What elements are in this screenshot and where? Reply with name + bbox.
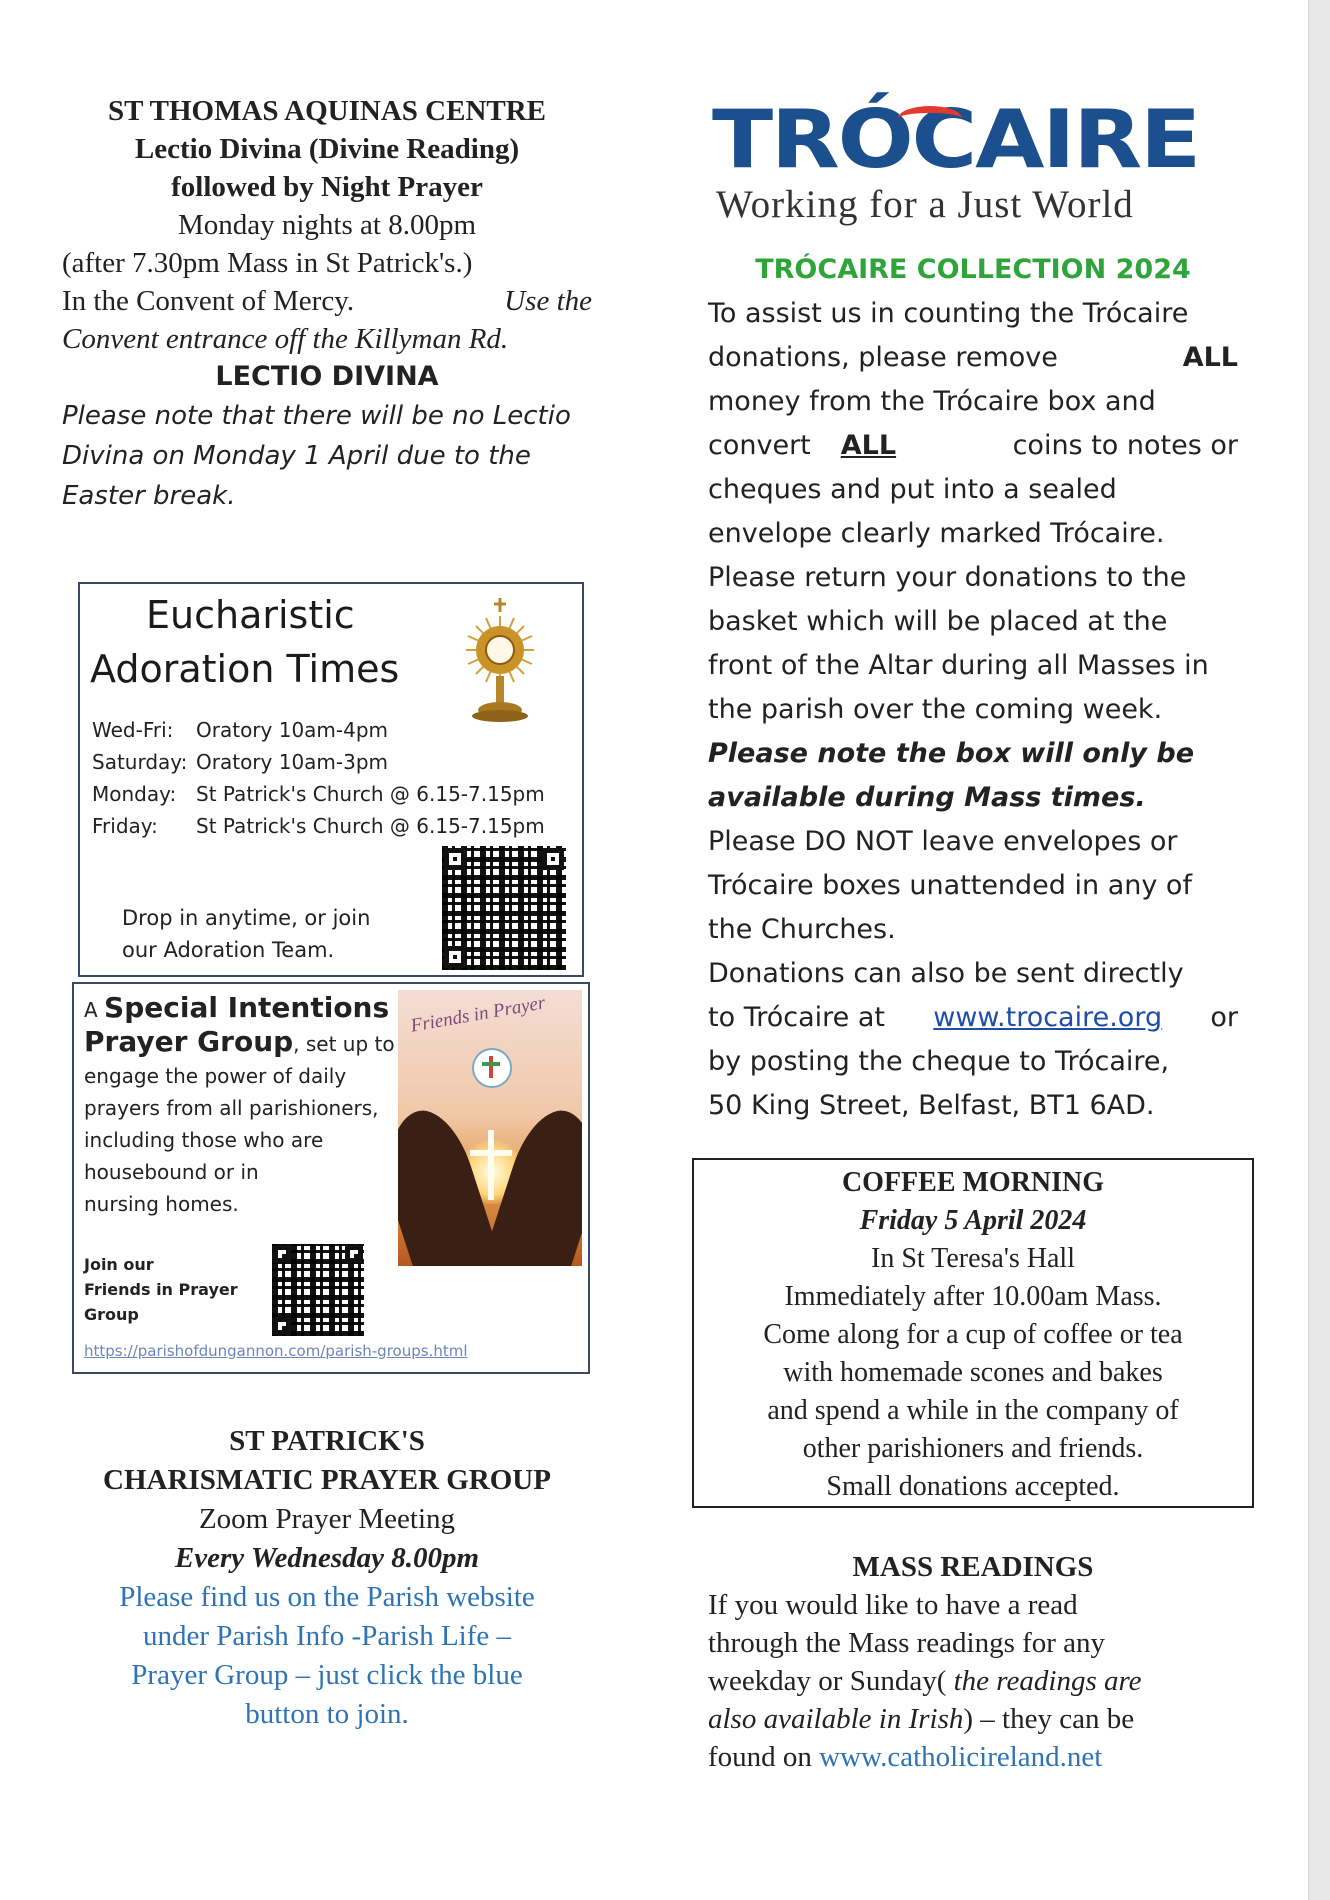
charismatic-zoom: Zoom Prayer Meeting: [198, 1503, 456, 1535]
charismatic-website-note[interactable]: Please find us on the Parish website under Parish Info -Parish Life – Prayer Group – just click the blue button to join.: [119, 1581, 535, 1730]
adoration-drop-in: Drop in anytime, or join our Adoration Team.: [122, 906, 371, 962]
trocaire-box-note: Please note the box will only be: [708, 738, 1195, 769]
intentions-qr-code[interactable]: [272, 1244, 364, 1336]
aquinas-use-the: Use the: [504, 285, 592, 317]
coffee-line: In St Teresa's Hall: [871, 1243, 1075, 1274]
readings-line: through the Mass readings for any: [708, 1627, 1106, 1659]
intentions-join: Join our Friends in Prayer Group: [84, 1255, 238, 1324]
aquinas-title-2: Lectio Divina (Divine Reading): [134, 133, 520, 165]
trocaire-line: To assist us in counting the Trócaire: [708, 298, 1189, 329]
lectio-subheading: LECTIO DIVINA: [215, 361, 439, 392]
trocaire-website-link[interactable]: www.trocaire.org: [933, 1002, 1163, 1033]
adoration-title-1: Eucharistic: [146, 593, 355, 637]
aquinas-convent: In the Convent of Mercy.: [62, 285, 355, 317]
lectio-note-line-3: Easter break.: [62, 481, 236, 511]
scrollbar-track[interactable]: [1308, 0, 1330, 1900]
schedule-row: Monday: St Patrick's Church @ 6.15-7.15pm: [92, 782, 545, 806]
schedule-row: Wed-Fri: Oratory 10am-4pm: [92, 718, 389, 742]
aquinas-title-3: followed by Night Prayer: [171, 171, 483, 203]
schedule-row: Friday: St Patrick's Church @ 6.15-7.15pm: [92, 814, 545, 838]
cross-icon: [488, 1130, 494, 1200]
aquinas-after-mass: (after 7.30pm Mass in St Patrick's.): [62, 247, 473, 279]
adoration-box: [78, 582, 584, 977]
intentions-box: [72, 982, 590, 1374]
coffee-morning-box: [692, 1158, 1254, 1508]
trocaire-address: 50 King Street, Belfast, BT1 6AD.: [708, 1090, 1155, 1121]
readings-line: If you would like to have a read: [708, 1589, 1078, 1621]
aquinas-title-1: ST THOMAS AQUINAS CENTRE: [107, 95, 547, 127]
trocaire-do-not: Please DO NOT leave envelopes or: [708, 826, 1178, 857]
aquinas-section: [62, 92, 592, 516]
trocaire-direct: Donations can also be sent directly: [708, 958, 1184, 989]
trocaire-section: [708, 248, 1238, 1128]
lectio-note-line-2: Divina on Monday 1 April due to the: [62, 441, 531, 471]
mass-readings-section: [708, 1548, 1238, 1776]
adoration-schedule: [92, 714, 545, 842]
charismatic-title-2: CHARISMATIC PRAYER GROUP: [103, 1464, 551, 1496]
friends-in-prayer-title: Friends in Prayer: [409, 992, 547, 1037]
trocaire-post: by posting the cheque to Trócaire,: [708, 1046, 1170, 1077]
intentions-title: Special Intentions: [104, 991, 390, 1024]
trocaire-box-note-2: available during Mass times.: [708, 782, 1146, 813]
aquinas-entrance: Convent entrance off the Killyman Rd.: [62, 323, 509, 355]
readings-line: found on www.catholicireland.net: [708, 1741, 1103, 1773]
trocaire-do-not-3: the Churches.: [708, 914, 896, 945]
coffee-title: COFFEE MORNING: [841, 1167, 1105, 1198]
trocaire-heading: TRÓCAIRE COLLECTION 2024: [755, 254, 1191, 285]
lectio-note: [62, 396, 592, 516]
trocaire-line: money from the Trócaire box and: [708, 386, 1156, 417]
readings-title: MASS READINGS: [852, 1551, 1094, 1583]
trocaire-logo: [712, 93, 1232, 230]
trocaire-line: envelope clearly marked Trócaire.: [708, 518, 1165, 549]
charismatic-title-1: ST PATRICK'S: [229, 1425, 425, 1457]
coffee-line: other parishioners and friends.: [802, 1433, 1144, 1464]
readings-line: weekday or Sunday( the readings are: [708, 1665, 1142, 1697]
trocaire-swoosh: [898, 106, 962, 131]
intentions-url-link[interactable]: https://parishofdungannon.com/parish-groups.html: [84, 1342, 468, 1360]
trocaire-line: Please return your donations to the: [708, 562, 1187, 593]
trocaire-line: cheques and put into a sealed: [708, 474, 1117, 505]
readings-line: also available in Irish) – they can be: [708, 1703, 1135, 1735]
trocaire-line: front of the Altar during all Masses in: [708, 650, 1209, 681]
coffee-line: and spend a while in the company of: [767, 1395, 1179, 1426]
intentions-text: A Special Intentions Prayer Group, set up to engage the power of daily prayers from all parishioners, including those who are housebound or in nursing homes.: [84, 991, 395, 1216]
coffee-line: Small donations accepted.: [826, 1471, 1120, 1502]
trocaire-tagline: Working for a Just World: [716, 183, 1134, 226]
charismatic-time: Every Wednesday 8.00pm: [174, 1542, 480, 1574]
coffee-line: Immediately after 10.00am Mass.: [784, 1281, 1162, 1312]
prayer-logo-icon: [472, 1048, 512, 1088]
trocaire-line: donations, please remove ALL: [708, 342, 1238, 373]
trocaire-direct-2: to Trócaire at www.trocaire.org or: [708, 996, 1238, 1040]
aquinas-time: Monday nights at 8.00pm: [177, 209, 477, 241]
adoration-title-2: Adoration Times: [90, 647, 400, 691]
friends-in-prayer-image: [398, 990, 582, 1266]
lectio-note-line-1: Please note that there will be no Lectio: [62, 401, 571, 431]
trocaire-line: convert ALL coins to notes or: [708, 430, 1238, 461]
coffee-line: Come along for a cup of coffee or tea: [763, 1319, 1183, 1350]
trocaire-wordmark: TRÓCAIRE: [712, 93, 1200, 186]
aquinas-location: [62, 282, 592, 320]
trocaire-line: the parish over the coming week.: [708, 694, 1163, 725]
coffee-date: Friday 5 April 2024: [859, 1205, 1087, 1236]
schedule-row: Saturday: Oratory 10am-3pm: [92, 750, 389, 774]
trocaire-do-not-2: Trócaire boxes unattended in any of: [708, 870, 1192, 901]
intentions-title-2: Prayer Group: [84, 1025, 294, 1058]
charismatic-section: [62, 1422, 592, 1734]
adoration-qr-code[interactable]: [442, 846, 566, 970]
coffee-line: with homemade scones and bakes: [783, 1357, 1163, 1388]
trocaire-line: basket which will be placed at the: [708, 606, 1168, 637]
monstrance-icon: [452, 598, 548, 728]
catholic-ireland-link[interactable]: www.catholicireland.net: [819, 1741, 1103, 1773]
